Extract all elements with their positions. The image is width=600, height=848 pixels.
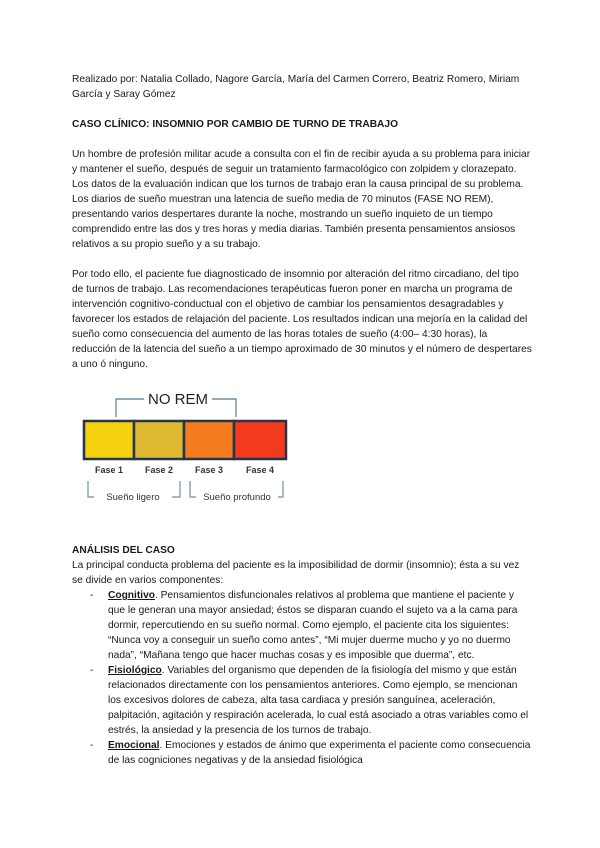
dash-bullet: -: [90, 665, 94, 676]
paragraph-diagnosis: Por todo ello, el paciente fue diagnosticado de insomnio por alteración del ritmo circadiano, del tipo de turnos de trabajo. Las recomendaciones terapéuticas fueron poner en marcha un programa de intervención cognitivo-conductual con el objetivo de cambiar los pensamientos desagradables y favorecer los estados de relajación del paciente. Los resultados indican una mejoría en la calidad del sueño como consecuencia del aumento de las horas totales de sueño (4:00– 4:30 horas), la reducción de la latencia del sueño a un tiempo aproximado de 30 minutos y el número de despertares a uno ó ninguno.: [72, 269, 532, 370]
analysis-intro: La principal conducta problema del paciente es la imposibilidad de dormir (insomnio); ésta a su vez se divide en varios componentes:: [72, 560, 520, 586]
paragraph-case-description: Un hombre de profesión militar acude a consulta con el fin de recibir ayuda a su problema para iniciar y mantener el sueño, después de seguir un tratamiento farmacológico con zolpidem y clorazepato. Los datos de la evaluación indican que los turnos de trabajo eran la causa principal de su problema. Los diarios de sueño muestran una latencia de sueño media de 70 minutos (FASE NO REM), presentando varios despertares durante la noche, mostrando un sueño inquieto de un tiempo comprendido entre las dos y tres horas y media diarias. También presenta pensamientos ansiosos relativos a su propio sueño y a su trabajo.: [72, 149, 531, 250]
case-title: CASO CLÍNICO: INSOMNIO POR CAMBIO DE TURNO DE TRABAJO: [72, 119, 399, 130]
phase-1-label: Fase 1: [94, 465, 124, 475]
phase-1-box: [84, 421, 134, 459]
deep-sleep-bracket-right: [278, 481, 283, 497]
light-sleep-bracket-left: [88, 481, 94, 497]
component-text: . Variables del organismo que dependen de la fisiología del mismo y que están relacionados directamente con los pensamientos anteriores. Como ejemplo, se mencionan los excesivos dolores de cabeza, alta tasa cardiaca y presión sanguínea, aceleración, palpitación, agitación y respiración acelerada, lo cual está asociado a otras variables como el estrés, la ansiedad y la presencia de los turnos de trabajo.: [108, 665, 529, 736]
phase-4-label: Fase 4: [245, 465, 275, 475]
component-term: Cognitivo: [108, 590, 155, 601]
no-rem-title: NO REM: [148, 391, 208, 408]
sleep-phases-diagram: [82, 387, 292, 537]
component-text: . Emociones y estados de ánimo que experimenta el paciente como consecuencia de las cogniciones negativas y de la ansiedad fisiológica: [108, 740, 531, 766]
deep-sleep-bracket-left: [190, 481, 196, 497]
dash-bullet: -: [90, 740, 94, 751]
phase-2-box: [134, 421, 184, 459]
document-page: [72, 72, 532, 768]
light-sleep-bracket-right: [172, 481, 180, 497]
phase-3-label: Fase 3: [194, 465, 224, 475]
dash-bullet: -: [90, 590, 94, 601]
deep-sleep-label: Sueño profundo: [203, 492, 271, 503]
analysis-title: ANÁLISIS DEL CASO: [72, 545, 175, 556]
list-item: [90, 588, 532, 663]
phase-4-box: [234, 421, 286, 459]
sleep-phases-figure: [82, 387, 532, 537]
phase-2-label: Fase 2: [144, 465, 174, 475]
light-sleep-label: Sueño ligero: [106, 492, 160, 503]
components-list: [72, 588, 532, 768]
list-item: [90, 663, 532, 738]
component-term: Fisiológico: [108, 665, 162, 676]
phase-3-box: [184, 421, 234, 459]
list-item: [90, 738, 532, 768]
component-term: Emocional: [108, 740, 160, 751]
authors-line: Realizado por: Natalia Collado, Nagore García, María del Carmen Correro, Beatriz Romero, Miriam García y Saray Gómez: [72, 74, 520, 100]
component-text: . Pensamientos disfuncionales relativos al problema que mantiene el paciente y que le generan una mayor ansiedad; éstos se disparan cuando el sujeto va a la cama para dormir, repercutiendo en su sueño normal. Como ejemplo, el paciente cita los siguientes: “Nunca voy a conseguir un sueño como antes”, “Mi mujer duerme mucho y yo no duermo nada”, “Mañana tengo que hacer muchas cosas y es imposible que duerma”, etc.: [108, 590, 518, 661]
